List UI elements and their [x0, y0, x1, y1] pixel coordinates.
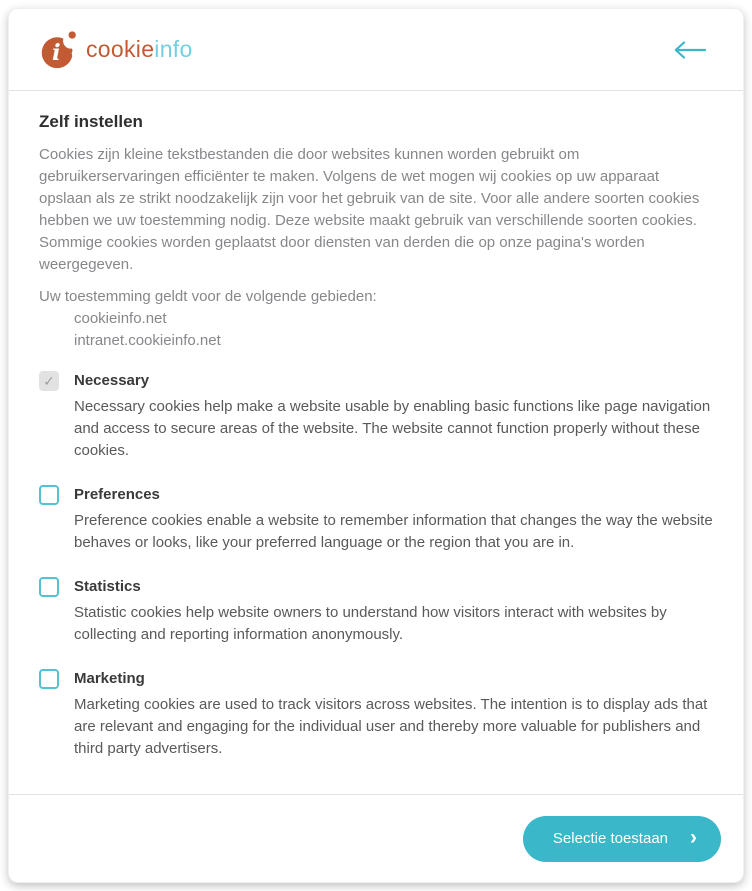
preferences-checkbox[interactable] [39, 485, 59, 505]
statistics-checkbox[interactable] [39, 577, 59, 597]
back-button[interactable] [667, 35, 711, 65]
category-description: Necessary cookies help make a website usable by enabling basic functions like page navigation and access to secure areas of the website. The website cannot function properly without these cookies. [74, 398, 711, 459]
dialog-body [9, 91, 743, 794]
category-description: Statistic cookies help website owners to understand how visitors interact with websites by collecting and reporting information anonymously. [74, 604, 667, 643]
cookieinfo-logo [39, 29, 193, 71]
logo-text-info: info [154, 36, 193, 62]
category-description: Preference cookies enable a website to remember information that changes the way the website behaves or looks, like your preferred language or the region that you are in. [74, 512, 713, 551]
logo-text-cookie: cookie [86, 36, 155, 62]
domain-list [74, 308, 715, 352]
svg-text:i: i [51, 39, 61, 66]
category-title-necessary: Necessary [74, 372, 150, 389]
dialog-footer [9, 794, 743, 882]
consent-scope [39, 286, 715, 352]
cookie-intro-text: Cookies zijn kleine tekstbestanden die door websites kunnen worden gebruikt om gebruikerservaringen efficiënter te maken. Volgens de wet mogen wij cookies op uw apparaat opslaan als ze strikt noodzakelijk zijn voor het gebruik van de site. Voor alle andere soorten cookies hebben we uw toestemming nodig. Deze website maakt gebruik van verschillende soorten cookies. Sommige cookies worden geplaatst door diensten van derden die op onze pagina's worden weergegeven. [39, 146, 700, 273]
allow-selection-button[interactable] [523, 816, 721, 862]
chevron-right-icon: › [690, 826, 697, 849]
cookie-logo-icon [39, 29, 79, 71]
checkmark-icon: ✓ [43, 373, 55, 389]
allow-selection-label: Selectie toestaan [552, 830, 668, 847]
category-description: Marketing cookies are used to track visitors across websites. The intention is to display ads that are relevant and engaging for the individual user and thereby more valuable for publishers and third party advertisers. [74, 696, 708, 757]
logo-wordmark [86, 36, 193, 63]
category-title-preferences: Preferences [74, 486, 160, 503]
category-preferences [39, 484, 715, 554]
category-title-marketing: Marketing [74, 670, 145, 687]
domain-item: intranet.cookieinfo.net [74, 332, 221, 349]
category-title-statistics: Statistics [74, 578, 141, 595]
category-necessary [39, 370, 715, 462]
marketing-checkbox[interactable] [39, 669, 59, 689]
dialog-header [9, 9, 743, 91]
category-marketing [39, 668, 715, 760]
arrow-left-icon [671, 39, 707, 61]
necessary-checkbox [39, 371, 59, 391]
consent-scope-label: Uw toestemming geldt voor de volgende gebieden: [39, 288, 377, 305]
category-statistics [39, 576, 715, 646]
page-title: Zelf instellen [39, 112, 143, 131]
cookie-consent-dialog [8, 8, 744, 883]
domain-item: cookieinfo.net [74, 310, 167, 327]
